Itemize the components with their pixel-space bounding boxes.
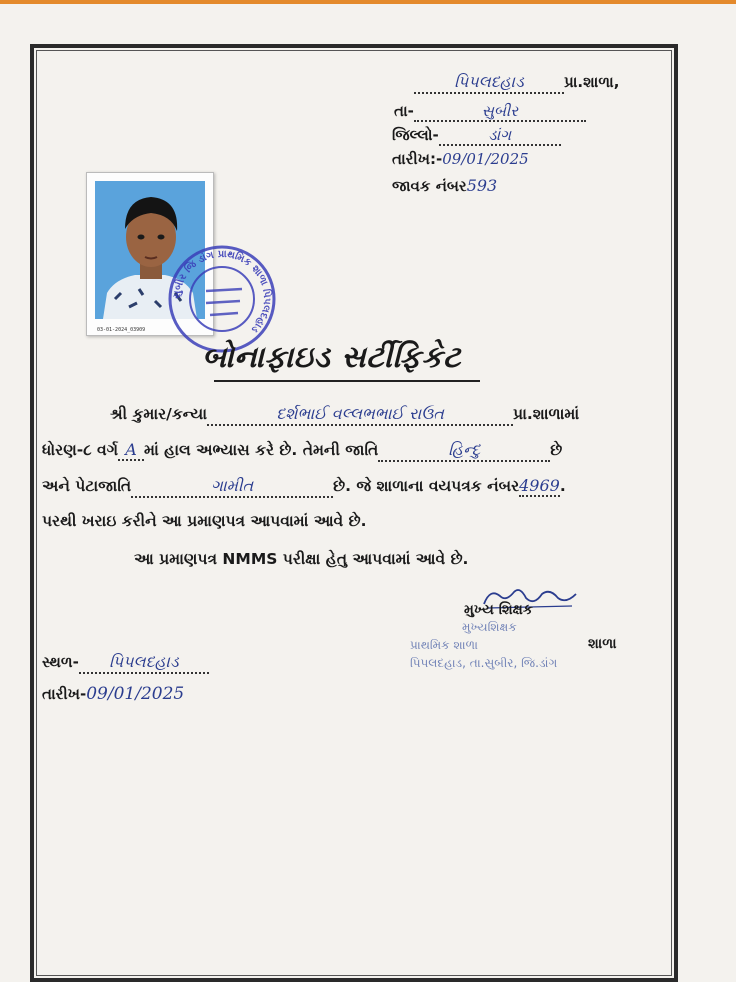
body-line-1 — [110, 404, 579, 426]
title-underline — [214, 380, 480, 382]
place-value: પિપલદહાડ — [79, 652, 209, 674]
footer-date-value: 09/01/2025 — [86, 684, 185, 704]
certificate-title: બોનાફાઇડ સર્ટીફિકેટ — [202, 340, 461, 375]
line3-end-text: . — [559, 477, 566, 495]
register-text: છે. જે શાળાના વયપત્રક નંબર — [333, 477, 520, 495]
caste-value: હિન્દુ — [378, 440, 550, 462]
footer-date-label: તારીખ- — [42, 685, 87, 703]
purpose-line: આ પ્રમાણપત્ર NMMS પરીક્ષા હેતુ આપવામાં આવે છે. — [134, 550, 469, 568]
body-line-3 — [42, 476, 566, 498]
student-name-value: દર્શભાઈ વલ્લભભાઈ રાઉત — [207, 404, 513, 426]
school-name-value: પિપલદહાડ — [414, 72, 564, 94]
footer-place-line — [42, 652, 209, 674]
division-value: A — [118, 440, 144, 461]
header-date-line — [392, 150, 529, 168]
school-seal — [166, 243, 278, 355]
body-line-4: પરથી ખરાઇ કરીને આ પ્રમાણપત્ર આપવામાં આવે છે. — [42, 512, 367, 530]
top-edge-strip — [0, 0, 736, 4]
taluka-label: તા- — [394, 102, 414, 120]
district-label: જિલ્લો- — [392, 126, 439, 144]
date-value: 09/01/2025 — [442, 150, 529, 168]
subcaste-value: ગામીત — [131, 476, 333, 498]
header-district-line — [392, 126, 561, 146]
stamp-school-name: પ્રાથમિક શાળા — [410, 638, 478, 652]
seal-ring-text: સુબીર જિ ડાંગ પ્રાથમિક શાળા પિપલદહાડ — [171, 248, 273, 335]
header-outward-line — [392, 176, 497, 195]
outward-label: જાવક નંબર — [392, 177, 467, 195]
signature-stamp-role: મુખ્યશિક્ષક — [462, 620, 517, 634]
date-label: તારીખ:- — [392, 150, 443, 168]
line2-end-text: છે — [550, 441, 563, 459]
subcaste-label: અને પેટાજાતિ — [42, 477, 132, 495]
study-text: માં હાલ અભ્યાસ કરે છે. તેમની જાતિ — [144, 441, 379, 459]
register-number-value: 4969 — [519, 476, 560, 495]
outward-value: 593 — [466, 176, 498, 195]
district-value: ડાંગ — [439, 126, 561, 146]
taluka-value: સુબીર — [414, 102, 586, 122]
photo-caption: 03-01-2024_03909 — [97, 327, 146, 333]
school-name-suffix: પ્રા.શાળા, — [564, 73, 620, 91]
signature-stamp-address: પિપલદહાડ, તા.સુબીર, જિ.ડાંગ — [410, 656, 558, 670]
body-line-2 — [42, 440, 562, 462]
footer-date-line — [42, 684, 184, 704]
signature-stamp-school — [410, 638, 478, 653]
header-school-line — [414, 72, 619, 94]
student-label: શ્રી કુમાર/કન્યા — [110, 405, 208, 423]
standard-label: ધોરણ-૮ વર્ગ — [42, 441, 119, 459]
school-label-suffix: પ્રા.શાળામાં — [513, 405, 580, 423]
header-taluka-line — [394, 102, 586, 122]
place-label: સ્થળ- — [42, 653, 79, 671]
signature-school-suffix: શાળા — [588, 636, 617, 652]
signature-role: મુખ્ય શિક્ષક — [464, 602, 533, 618]
